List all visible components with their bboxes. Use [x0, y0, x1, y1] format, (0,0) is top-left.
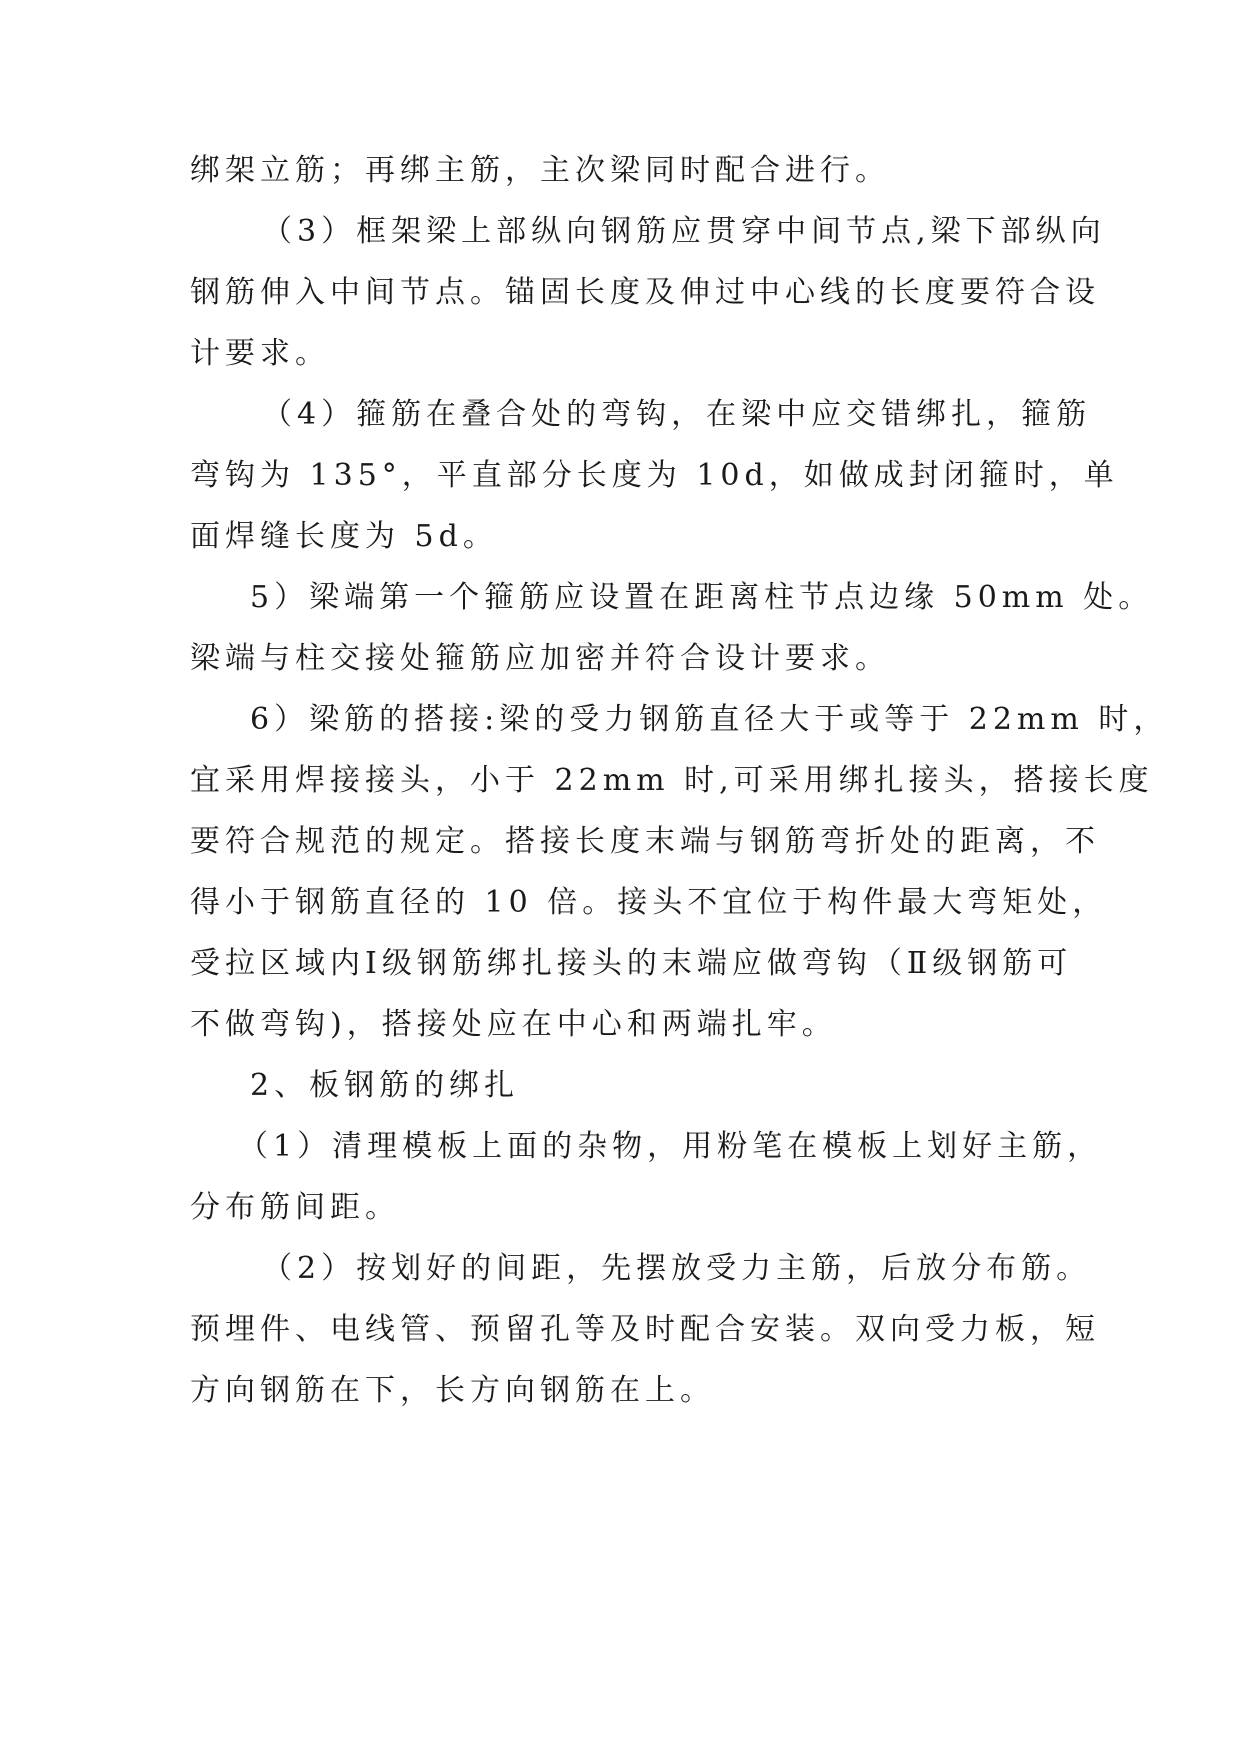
- text-line: 受拉区域内Ⅰ级钢筋绑扎接头的末端应做弯钩（Ⅱ级钢筋可: [190, 946, 1073, 981]
- section-heading: 2、板钢筋的绑扎: [250, 1068, 520, 1103]
- text-line: 5）梁端第一个箍筋应设置在距离柱节点边缘 50mm 处。: [250, 580, 1154, 615]
- text-line: 绑架立筋；再绑主筋，主次梁同时配合进行。: [190, 153, 890, 188]
- text-line: 预埋件、电线管、预留孔等及时配合安装。双向受力板，短: [190, 1312, 1100, 1347]
- text-line: （1）清理模板上面的杂物，用粉笔在模板上划好主筋，: [238, 1129, 1103, 1164]
- text-line: （4）箍筋在叠合处的弯钩，在梁中应交错绑扎，箍筋: [262, 397, 1092, 432]
- text-line: 钢筋伸入中间节点。锚固长度及伸过中心线的长度要符合设: [190, 275, 1100, 310]
- text-line: 得小于钢筋直径的 10 倍。接头不宜位于构件最大弯矩处，: [190, 885, 1108, 920]
- text-line: 计要求。: [190, 336, 330, 371]
- text-line: （3）框架梁上部纵向钢筋应贯穿中间节点,梁下部纵向: [262, 214, 1106, 249]
- text-line: 弯钩为 135°，平直部分长度为 10d，如做成封闭箍时，单: [190, 458, 1119, 493]
- text-line: 不做弯钩)，搭接处应在中心和两端扎牢。: [190, 1007, 837, 1042]
- text-line: 梁端与柱交接处箍筋应加密并符合设计要求。: [190, 641, 890, 676]
- text-line: 要符合规范的规定。搭接长度末端与钢筋弯折处的距离，不: [190, 824, 1100, 859]
- text-line: 面焊缝长度为 5d。: [190, 519, 498, 554]
- text-line: 方向钢筋在下，长方向钢筋在上。: [190, 1373, 715, 1408]
- text-line: （2）按划好的间距，先摆放受力主筋，后放分布筋。: [262, 1251, 1092, 1286]
- text-line: 6）梁筋的搭接:梁的受力钢筋直径大于或等于 22mm 时，: [250, 702, 1169, 737]
- text-line: 宜采用焊接接头，小于 22mm 时,可采用绑扎接头，搭接长度: [190, 763, 1154, 798]
- text-line: 分布筋间距。: [190, 1190, 400, 1225]
- document-page: [190, 140, 1169, 1421]
